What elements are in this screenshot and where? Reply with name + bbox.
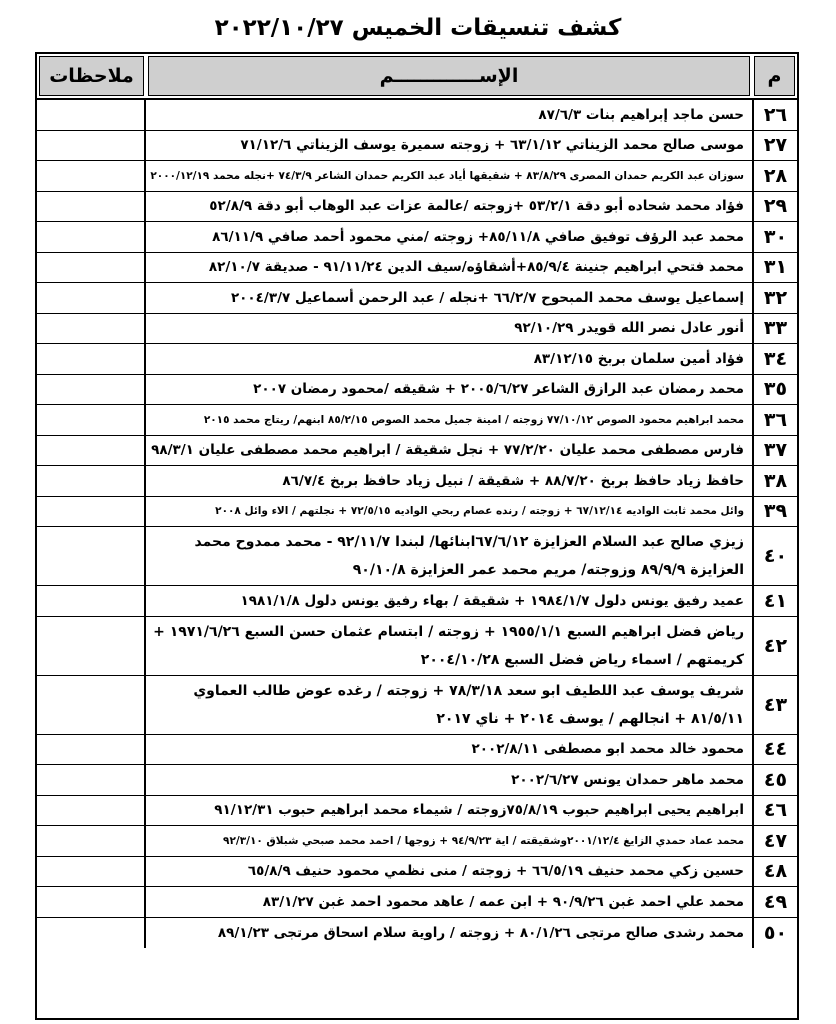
table-row xyxy=(37,676,797,735)
row-number: ٤٩ xyxy=(752,887,797,917)
page-title: كشف تنسيقات الخميس ٢٠٢٢/١٠/٢٧ xyxy=(214,15,622,41)
table-row xyxy=(37,826,797,857)
table-row xyxy=(37,253,797,284)
row-notes xyxy=(37,765,144,795)
row-number: ٤٤ xyxy=(752,735,797,765)
row-name: إسماعيل يوسف محمد المبحوح ٦٦/٢/٧ +نجله / عبد الرحمن أسماعيل ٢٠٠٤/٣/٧ xyxy=(144,283,752,313)
table-row xyxy=(37,192,797,223)
row-notes xyxy=(37,314,144,344)
row-name: محمد عماد حمدي الزايغ ٢٠٠١/١٢/٤وشقيقته / اية ٩٤/٩/٢٣ + زوجها / احمد محمد صبحي شبلاق ٩٢/٣/١٠ xyxy=(144,826,752,856)
row-notes xyxy=(37,283,144,313)
table-row xyxy=(37,617,797,676)
row-name: محمد ابراهيم محمود الصوص ٧٧/١٠/١٢ زوجته / امينة جميل محمد الصوص ٨٥/٢/١٥ ابنهم/ ريتاج محمد ٢٠١٥ xyxy=(144,405,752,435)
row-number: ٣٩ xyxy=(752,497,797,527)
row-name: محمد عبد الرؤف توفيق صافي ٨٥/١١/٨+ زوجته /مني محمود أحمد صافي ٨٦/١١/٩ xyxy=(144,222,752,252)
row-number: ٤٢ xyxy=(752,617,797,675)
row-name: حافظ زياد حافظ بربخ ٨٨/٧/٢٠ + شقيقة / نبيل زياد حافظ بربخ ٨٦/٧/٤ xyxy=(144,466,752,496)
row-notes xyxy=(37,497,144,527)
row-name: فارس مصطفى محمد عليان ٧٧/٢/٢٠ + نجل شقيقة / ابراهيم محمد مصطفى عليان ٩٨/٣/١ xyxy=(144,436,752,466)
row-name: شريف يوسف عبد اللطيف ابو سعد ٧٨/٣/١٨ + زوجته / رغده عوض طالب العماوي ٨١/٥/١١ + انجالهم / يوسف ٢٠١٤ + ناي ٢٠١٧ xyxy=(144,676,752,734)
row-name: وائل محمد ثابت الواديه ٦٧/١٢/١٤ + زوجته / رنده عصام ربحي الواديه ٧٢/٥/١٥ + نجلتهم / الاء وائل ٢٠٠٨ xyxy=(144,497,752,527)
row-number: ٤٦ xyxy=(752,796,797,826)
row-name: محمد رمضان عبد الرازق الشاعر ٢٠٠٥/٦/٢٧ + شقيقه /محمود رمضان ٢٠٠٧ xyxy=(144,375,752,405)
table-body xyxy=(37,100,797,1018)
row-number: ٥٠ xyxy=(752,918,797,949)
table-row xyxy=(37,375,797,406)
table-header-row xyxy=(37,54,797,100)
row-name: فؤاد أمين سلمان بربخ ٨٣/١٢/١٥ xyxy=(144,344,752,374)
table-row xyxy=(37,131,797,162)
table-row xyxy=(37,857,797,888)
header-notes: ملاحظات xyxy=(39,56,144,96)
row-number: ٣٧ xyxy=(752,436,797,466)
row-name: حسن ماجد إبراهيم بنات ٨٧/٦/٣ xyxy=(144,100,752,130)
row-notes xyxy=(37,253,144,283)
table-row xyxy=(37,100,797,131)
row-number: ٢٨ xyxy=(752,161,797,191)
row-notes xyxy=(37,796,144,826)
row-number: ٤٠ xyxy=(752,527,797,585)
row-name: عميد رفيق يونس دلول ١٩٨٤/١/٧ + شقيقة / بهاء رفيق يونس دلول ١٩٨١/١/٨ xyxy=(144,586,752,616)
coordination-table xyxy=(35,52,799,1020)
table-row xyxy=(37,314,797,345)
table-row xyxy=(37,283,797,314)
row-name: سوزان عبد الكريم حمدان المصرى ٨٣/٨/٢٩ + شقيقها أياد عبد الكريم حمدان الشاعر ٧٤/٣/٩ +نجله محمد ٢٠٠٠/١٢/١٩ xyxy=(144,161,752,191)
row-number: ٢٦ xyxy=(752,100,797,130)
table-row xyxy=(37,527,797,586)
row-number: ٣١ xyxy=(752,253,797,283)
table-row xyxy=(37,405,797,436)
row-notes xyxy=(37,100,144,130)
row-notes xyxy=(37,617,144,675)
table-row xyxy=(37,796,797,827)
row-notes xyxy=(37,527,144,585)
table-row xyxy=(37,586,797,617)
table-row xyxy=(37,918,797,949)
row-notes xyxy=(37,918,144,949)
table-row xyxy=(37,497,797,528)
row-name: أنور عادل نصر الله قويدر ٩٢/١٠/٢٩ xyxy=(144,314,752,344)
row-name: رياض فضل ابراهيم السبع ١٩٥٥/١/١ + زوجته / ابتسام عثمان حسن السبع ١٩٧١/٦/٢٦ + كريمتهم / اسماء رياض فضل السبع ٢٠٠٤/١٠/٢٨ xyxy=(144,617,752,675)
table-row xyxy=(37,344,797,375)
header-number: م xyxy=(754,56,795,96)
row-notes xyxy=(37,857,144,887)
table-row xyxy=(37,222,797,253)
row-notes xyxy=(37,676,144,734)
row-number: ٤٥ xyxy=(752,765,797,795)
row-name: فؤاد محمد شحاده أبو دقة ٥٣/٢/١ +زوجته /عالمة عزات عبد الوهاب أبو دقة ٥٢/٨/٩ xyxy=(144,192,752,222)
table-row xyxy=(37,161,797,192)
row-number: ٢٧ xyxy=(752,131,797,161)
row-notes xyxy=(37,436,144,466)
row-number: ٣٨ xyxy=(752,466,797,496)
row-name: محمد رشدى صالح مرتجى ٨٠/١/٢٦ + زوجته / راوية سلام اسحاق مرتجى ٨٩/١/٢٣ xyxy=(144,918,752,949)
header-name: الإســـــــــــــم xyxy=(148,56,750,96)
row-number: ٤٣ xyxy=(752,676,797,734)
row-number: ٣٣ xyxy=(752,314,797,344)
table-row xyxy=(37,436,797,467)
row-notes xyxy=(37,735,144,765)
table-row xyxy=(37,466,797,497)
row-number: ٣٤ xyxy=(752,344,797,374)
row-number: ٣٦ xyxy=(752,405,797,435)
row-name: محمد فتحي ابراهيم جنينة ٨٥/٩/٤+أشقاؤه/سيف الدين ٩١/١١/٢٤ - صديقة ٨٢/١٠/٧ xyxy=(144,253,752,283)
row-number: ٣٠ xyxy=(752,222,797,252)
row-notes xyxy=(37,405,144,435)
row-name: محمود خالد محمد ابو مصطفى ٢٠٠٢/٨/١١ xyxy=(144,735,752,765)
row-notes xyxy=(37,586,144,616)
table-row xyxy=(37,887,797,918)
row-notes xyxy=(37,131,144,161)
row-notes xyxy=(37,222,144,252)
row-notes xyxy=(37,826,144,856)
row-name: محمد ماهر حمدان يونس ٢٠٠٢/٦/٢٧ xyxy=(144,765,752,795)
row-notes xyxy=(37,466,144,496)
row-number: ٤٨ xyxy=(752,857,797,887)
row-notes xyxy=(37,375,144,405)
row-number: ٣٥ xyxy=(752,375,797,405)
row-notes xyxy=(37,192,144,222)
table-row xyxy=(37,765,797,796)
row-name: موسى صالح محمد الزيناتي ٦٣/١/١٢ + زوجته سميرة يوسف الزيناتي ٧١/١٢/٦ xyxy=(144,131,752,161)
row-number: ٤١ xyxy=(752,586,797,616)
row-notes xyxy=(37,161,144,191)
row-name: حسين زكي محمد حنيف ٦٦/٥/١٩ + زوجته / منى نظمي محمود حنيف ٦٥/٨/٩ xyxy=(144,857,752,887)
row-name: محمد علي احمد غبن ٩٠/٩/٢٦ + ابن عمه / عاهد محمود احمد غبن ٨٣/١/٢٧ xyxy=(144,887,752,917)
row-name: ابراهيم يحيى ابراهيم حبوب ٧٥/٨/١٩زوجته / شيماء محمد ابراهيم حبوب ٩١/١٢/٣١ xyxy=(144,796,752,826)
row-notes xyxy=(37,887,144,917)
row-name: زيزي صالح عبد السلام العزايزة ٦٧/٦/١٢ابنائها/ لبندا ٩٢/١١/٧ - محمد ممدوح محمد العزايزة ٨٩/٩/٩ وزوجته/ مريم محمد عمر العزايزة ٩٠/١٠/٨ xyxy=(144,527,752,585)
row-number: ٣٢ xyxy=(752,283,797,313)
table-row xyxy=(37,735,797,766)
row-notes xyxy=(37,344,144,374)
row-number: ٤٧ xyxy=(752,826,797,856)
row-number: ٢٩ xyxy=(752,192,797,222)
